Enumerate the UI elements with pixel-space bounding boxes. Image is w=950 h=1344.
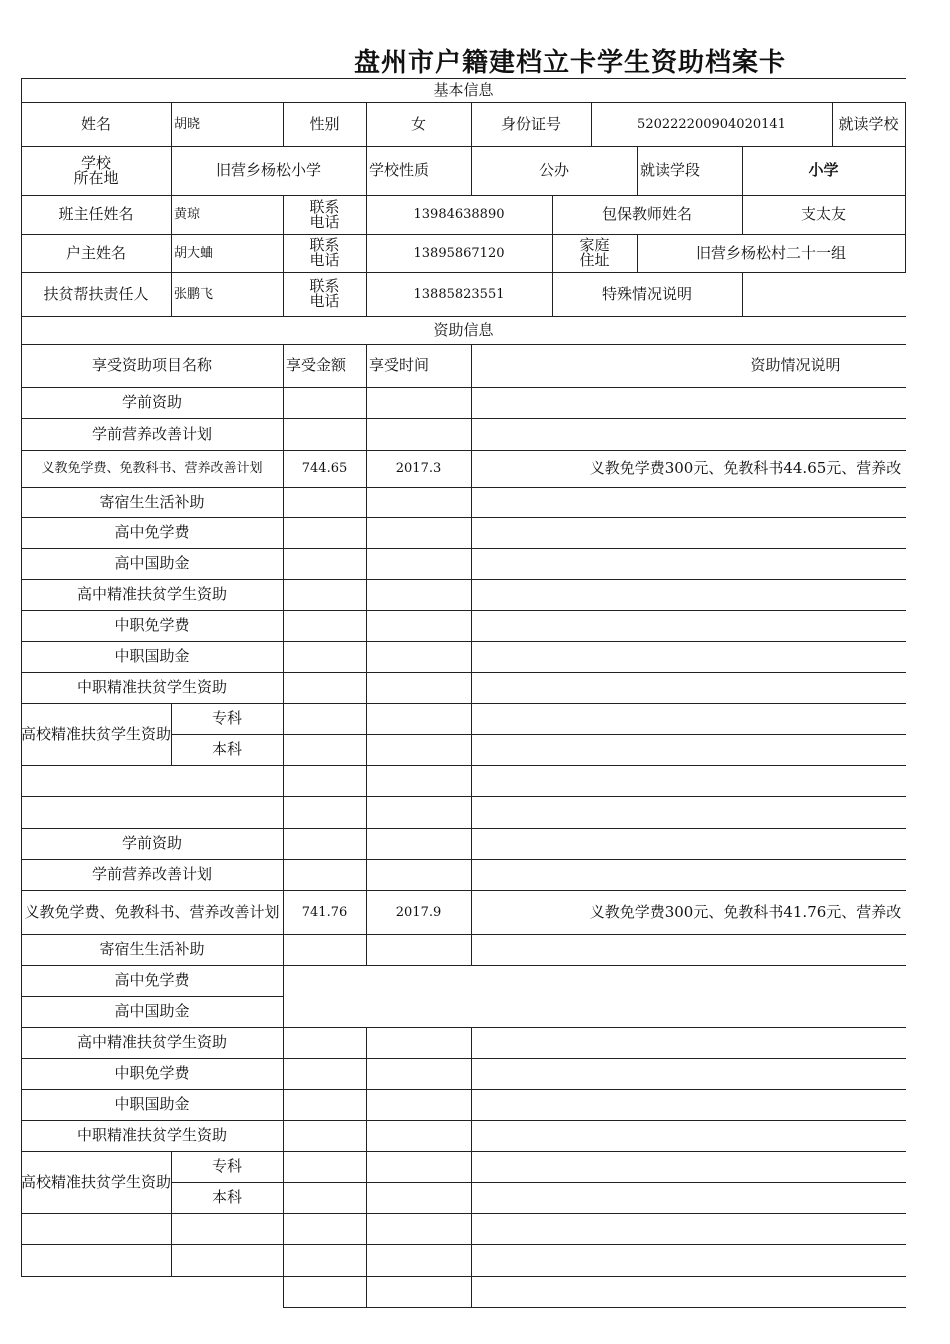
grid-line: [283, 610, 284, 641]
grid-line: [471, 828, 472, 859]
grid-line: [21, 1244, 906, 1245]
grid-line: [283, 418, 284, 450]
helper-phone-value: 13885823551: [413, 286, 505, 302]
grid-line: [283, 934, 284, 965]
aid-item-label: 中职国助金: [114, 647, 190, 665]
grid-line: [366, 641, 367, 672]
school-location-value: 旧营乡杨松小学: [215, 161, 321, 179]
grid-line: [283, 1089, 284, 1120]
aid-desc-value: 义教免学费300元、免教科书41.76元、营养改: [589, 902, 902, 921]
grid-line: [471, 796, 472, 828]
grid-line: [471, 487, 472, 517]
name-label: 姓名: [80, 114, 111, 133]
address-value: 旧营乡杨松村二十一组: [695, 243, 846, 262]
grid-line: [283, 1307, 906, 1308]
aid-time-value: 2017.9: [395, 904, 442, 920]
grid-line: [21, 1213, 906, 1214]
grid-line: [471, 387, 472, 418]
grid-line: [283, 1151, 284, 1213]
grid-line: [471, 579, 472, 610]
aid-time-value: 2017.3: [395, 461, 442, 476]
college-benke-label: 本科: [211, 740, 242, 758]
grid-line: [366, 1027, 367, 1058]
grid-line: [283, 1027, 906, 1028]
grid-line: [283, 672, 284, 703]
grid-line: [366, 1244, 367, 1276]
grid-line: [283, 1058, 284, 1089]
card-title: 盘州市户籍建档立卡学生资助档案卡: [353, 48, 786, 78]
grid-line: [471, 1213, 472, 1244]
grid-line: [366, 859, 367, 890]
aid-item-label: 中职免学费: [114, 616, 190, 634]
address-label: 家庭 住址: [579, 236, 610, 269]
grid-line: [283, 796, 284, 828]
college-aid-label: 高校精准扶贫学生资助: [21, 1172, 171, 1191]
grid-line: [366, 517, 367, 548]
aid-item-label: 义教免学费、免教科书、营养改善计划: [41, 461, 263, 476]
col-desc-header: 资助情况说明: [750, 356, 841, 374]
aid-item-label: 高中精准扶贫学生资助: [76, 1033, 227, 1051]
grid-line: [283, 765, 284, 796]
aid-item-label: 中职精准扶贫学生资助: [76, 678, 227, 696]
grid-line: [471, 548, 472, 579]
grid-line: [171, 1213, 172, 1244]
school-type-value: 公办: [538, 161, 569, 179]
grid-line: [471, 1151, 472, 1213]
grid-line: [171, 1244, 172, 1276]
college-zhuanke-label: 专科: [211, 709, 242, 727]
grid-line: [366, 418, 367, 450]
grid-line: [471, 859, 472, 890]
helper-value: 张鹏飞: [174, 286, 214, 302]
aid-item-label: 学前资助: [121, 393, 182, 411]
aid-item-label: 高中免学费: [114, 523, 190, 541]
name-value: 胡晓: [174, 116, 201, 132]
stage-value: 小学: [808, 161, 839, 179]
grid-line: [471, 1120, 472, 1151]
grid-line: [283, 1244, 284, 1276]
household-head-label: 户主姓名: [65, 243, 126, 262]
aid-item-label: 学前营养改善计划: [91, 865, 212, 883]
col-amount-header: 享受金额: [286, 356, 347, 374]
grid-line: [742, 272, 743, 316]
college-zhuanke-label: 专科: [211, 1157, 242, 1175]
school-label: 就读学校: [838, 114, 899, 133]
bao-teacher-value: 支太友: [800, 205, 846, 223]
grid-line: [21, 765, 906, 766]
grid-line: [366, 765, 367, 796]
grid-line: [471, 641, 472, 672]
grid-line: [21, 1276, 906, 1277]
aid-item-label: 高中国助金: [114, 1002, 190, 1020]
gender-label: 性别: [309, 114, 340, 133]
grid-line: [283, 1213, 284, 1244]
aid-item-label: 高中免学费: [114, 971, 190, 989]
aid-item-label: 寄宿生生活补助: [99, 492, 205, 511]
grid-line: [905, 234, 906, 272]
grid-line: [283, 1027, 284, 1058]
grid-line: [283, 828, 284, 859]
college-benke-label: 本科: [211, 1188, 242, 1206]
grid-line: [471, 934, 472, 965]
grid-line: [471, 703, 472, 765]
teacher-value: 黄琼: [174, 207, 201, 222]
grid-line: [283, 641, 284, 672]
id-label: 身份证号: [500, 114, 561, 133]
grid-line: [471, 672, 472, 703]
grid-line: [366, 387, 367, 418]
grid-line: [366, 796, 367, 828]
grid-line: [471, 1276, 472, 1307]
grid-line: [283, 548, 284, 579]
aid-item-label: 学前资助: [121, 834, 182, 852]
aid-item-label: 中职免学费: [114, 1064, 190, 1082]
section-basic-info: 基本信息: [433, 81, 494, 99]
grid-line: [366, 934, 367, 965]
grid-line: [366, 672, 367, 703]
grid-line: [366, 579, 367, 610]
grid-line: [366, 1213, 367, 1244]
teacher-phone-value: 13984638890: [413, 207, 505, 222]
grid-line: [283, 859, 284, 890]
grid-line: [905, 102, 906, 146]
grid-line: [366, 1120, 367, 1151]
grid-line: [283, 579, 284, 610]
grid-line: [471, 418, 472, 450]
helper-label: 扶贫帮扶责任人: [43, 284, 149, 303]
section-aid-info: 资助信息: [433, 320, 494, 339]
aid-item-label: 学前营养改善计划: [91, 424, 212, 443]
grid-line: [471, 1058, 472, 1089]
grid-line: [283, 387, 284, 418]
grid-line: [366, 1089, 367, 1120]
grid-line: [366, 1151, 367, 1213]
household-phone-value: 13895867120: [413, 245, 505, 261]
grid-line: [283, 996, 284, 1027]
col-time-header: 享受时间: [369, 356, 430, 374]
grid-line: [283, 703, 284, 765]
aid-amount-value: 744.65: [301, 461, 348, 476]
grid-line: [471, 517, 472, 548]
grid-line: [283, 965, 284, 996]
teacher-phone-label: 联系 电话: [309, 197, 340, 231]
aid-item-label: 高中国助金: [114, 554, 190, 572]
grid-line: [366, 487, 367, 517]
school-location-label: 学校 所在地: [73, 153, 119, 187]
grid-line: [471, 1244, 472, 1276]
gender-value: 女: [410, 114, 426, 133]
grid-line: [366, 1058, 367, 1089]
household-head-value: 胡大蛐: [174, 245, 214, 261]
aid-desc-value: 义教免学费300元、免教科书44.65元、营养改: [589, 459, 902, 477]
aid-amount-value: 741.76: [301, 904, 348, 920]
grid-line: [366, 828, 367, 859]
household-phone-label: 联系 电话: [309, 236, 340, 269]
grid-line: [283, 517, 284, 548]
grid-line: [283, 487, 284, 517]
col-item-header: 享受资助项目名称: [91, 356, 212, 374]
grid-line: [283, 1120, 284, 1151]
grid-line: [471, 1089, 472, 1120]
aid-item-label: 中职精准扶贫学生资助: [76, 1126, 227, 1144]
grid-line: [366, 703, 367, 765]
special-note-label: 特殊情况说明: [601, 284, 692, 303]
aid-item-label: 寄宿生生活补助: [99, 940, 205, 958]
grid-line: [366, 610, 367, 641]
grid-line: [21, 796, 906, 797]
aid-item-label: 中职国助金: [114, 1095, 190, 1113]
helper-phone-label: 联系 电话: [309, 277, 340, 310]
teacher-label: 班主任姓名: [58, 205, 134, 223]
grid-line: [366, 548, 367, 579]
school-type-label: 学校性质: [369, 161, 430, 179]
aid-item-label: 义教免学费、免教科书、营养改善计划: [24, 902, 280, 921]
bao-teacher-label: 包保教师姓名: [601, 205, 692, 223]
grid-line: [471, 765, 472, 796]
college-aid-label: 高校精准扶贫学生资助: [21, 724, 171, 743]
grid-line: [471, 610, 472, 641]
stage-label: 就读学段: [640, 161, 701, 179]
id-value: 520222200904020141: [637, 116, 786, 132]
grid-line: [905, 195, 906, 234]
grid-line: [905, 146, 906, 195]
aid-item-label: 高中精准扶贫学生资助: [76, 585, 227, 603]
grid-line: [366, 1276, 367, 1307]
grid-line: [283, 1276, 284, 1307]
grid-line: [471, 1027, 472, 1058]
